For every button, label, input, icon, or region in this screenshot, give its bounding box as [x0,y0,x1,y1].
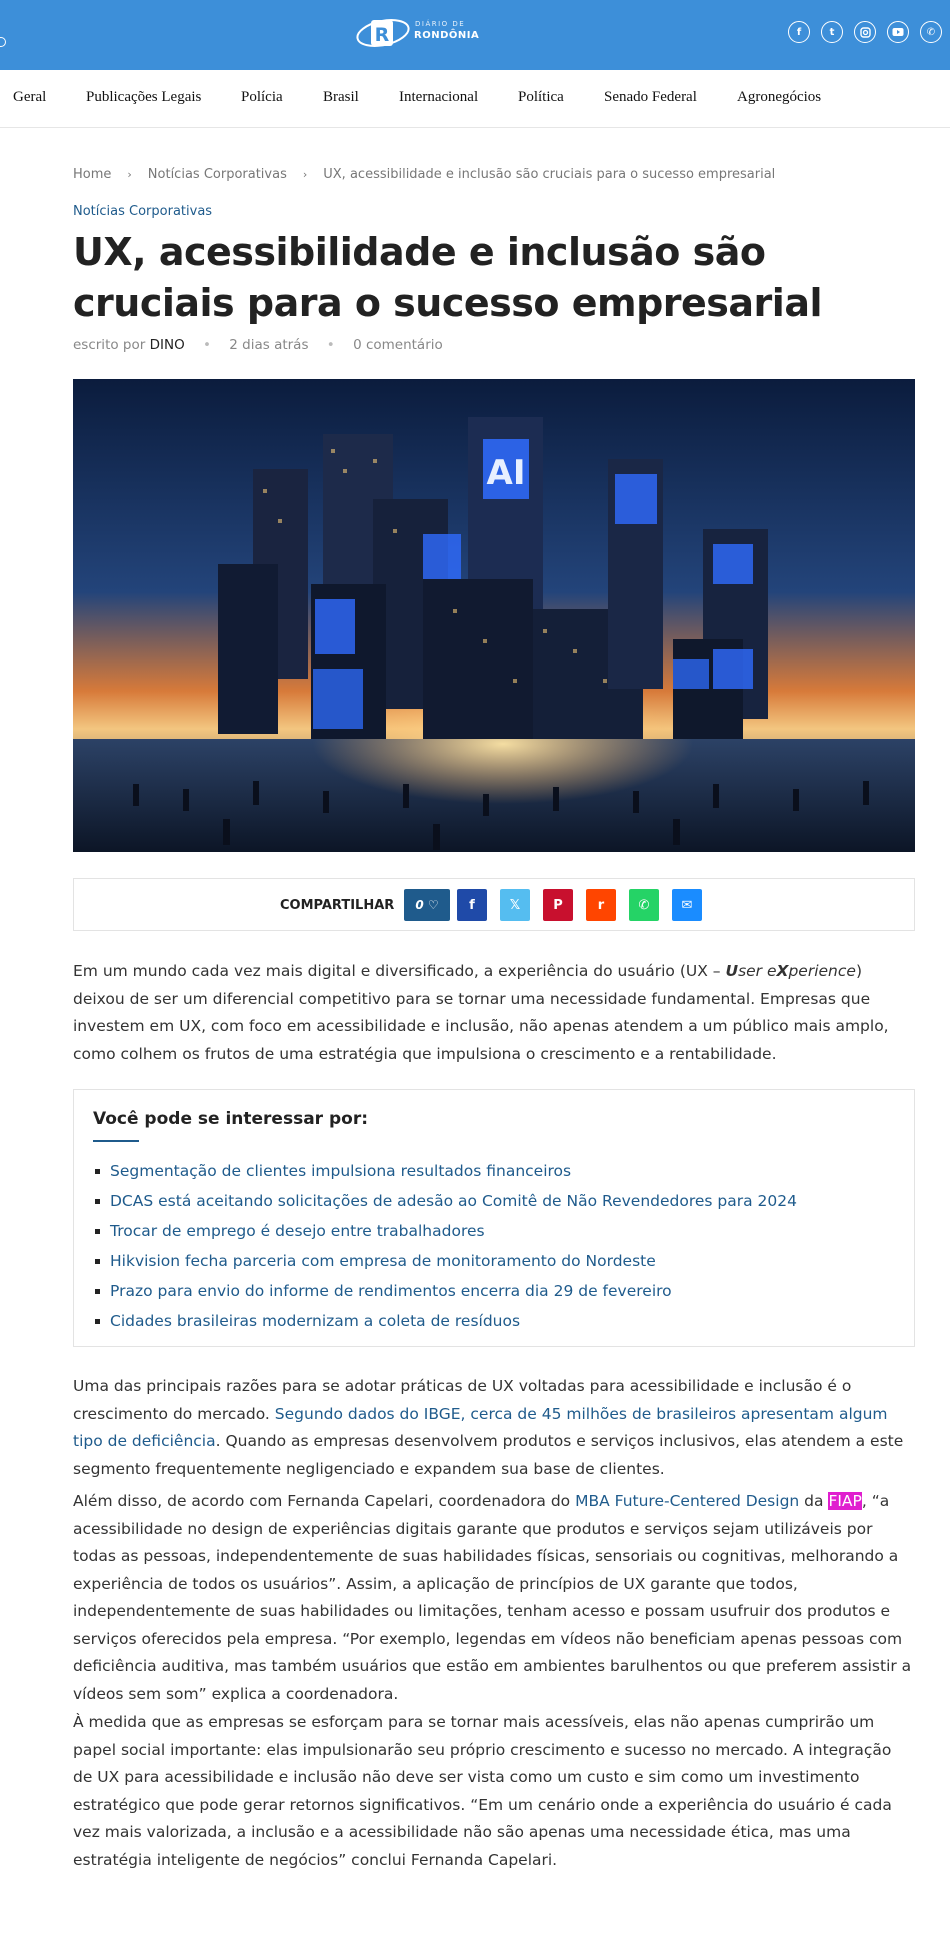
breadcrumb-current: UX, acessibilidade e inclusão são cruciais para o sucesso empresarial [323,167,776,182]
meta-separator: • [326,337,335,353]
breadcrumb [73,167,775,182]
related-link[interactable]: Segmentação de clientes impulsiona resultados financeiros [110,1162,572,1180]
email-share-button[interactable] [672,889,702,921]
nav-item-publicacoes-legais[interactable]: Publicações Legais [86,89,202,105]
fiap-highlight: FIAP [828,1492,862,1510]
x-share-button[interactable] [500,889,530,921]
reddit-icon: r [597,897,605,913]
article-paragraph-4: À medida que as empresas se esforçam para se tornar mais acessíveis, elas não apenas cumprirão um papel social importante: elas impulsionarão seu próprio crescimento e sucesso no mercado. A integração de UX para acessibilidade e inclusão não deve ser vista como um custo e sim como um investimento estratégico que pode gerar retornos significativos. “Em um cenário onde a experiência do usuário é cada vez mais valorizada, a inclusão e a acessibilidade não são apenas uma necessidade ética, mas uma estratégia inteligente de negócios” conclui Fernanda Capelari. [73,1713,892,1869]
heart-icon: ♡ [427,898,439,912]
nav-item-internacional[interactable]: Internacional [399,89,479,105]
mba-link[interactable]: MBA Future-Centered Design [575,1492,800,1510]
related-link[interactable]: Trocar de emprego é desejo entre trabalhadores [110,1222,485,1240]
twitter-icon[interactable]: t [821,21,843,43]
nav-item-brasil[interactable]: Brasil [323,89,359,105]
facebook-icon: f [469,897,475,913]
meta-separator: • [203,337,211,353]
related-link[interactable]: Prazo para envio do informe de rendimentos encerra dia 29 de fevereiro [110,1282,672,1300]
like-button[interactable] [404,889,450,921]
chevron-right-icon: › [127,168,132,181]
article-category-link[interactable]: Notícias Corporativas [73,204,213,219]
related-link[interactable]: DCAS está aceitando solicitações de adesão ao Comitê de Não Revendedores para 2024 [110,1192,797,1210]
related-articles-box [73,1089,915,1347]
instagram-icon[interactable] [854,21,876,43]
nav-item-agronegocios[interactable]: Agronegócios [737,89,822,105]
edge-circle-icon [0,37,6,47]
nav-item-policia[interactable]: Polícia [241,89,283,105]
related-list [93,1156,797,1336]
related-link[interactable]: Hikvision fecha parceria com empresa de monitoramento do Nordeste [110,1252,656,1270]
related-title: Você pode se interessar por: [93,1109,369,1129]
list-item [93,1186,797,1216]
hero-ai-label: AI [486,453,526,493]
list-item [93,1306,797,1336]
whatsapp-icon: ✆ [638,897,650,913]
facebook-share-button[interactable] [457,889,487,921]
whatsapp-icon[interactable]: ✆ [920,21,942,43]
whatsapp-share-button[interactable] [629,889,659,921]
ibge-link[interactable]: Segundo dados do IBGE, cerca de 45 milhões de brasileiros apresentam algum tipo de deficiência [73,1404,888,1450]
list-item [93,1216,797,1246]
nav-item-senado-federal[interactable]: Senado Federal [604,89,697,105]
hero-image [73,379,915,852]
publish-time: 2 dias atrás [229,337,309,353]
logo-emblem-icon [355,16,411,50]
breadcrumb-home[interactable]: Home [73,167,112,182]
share-label: COMPARTILHAR [280,898,395,913]
facebook-icon[interactable]: f [788,21,810,43]
chevron-right-icon: › [302,168,308,181]
email-icon: ✉ [681,897,693,913]
like-count: 0 [415,898,424,912]
article-paragraph-2: Uma das principais razões para se adotar práticas de UX voltadas para acessibilidade e inclusão é o crescimento do mercado. Segundo dados do IBGE, cerca de 45 milhões de brasileiros apresentam algum tipo de deficiência. Quando as empresas desenvolvem produtos e serviços inclusivos, elas atendem a este segmento frequentemente negligenciado e expandem sua base de clientes. [73,1377,904,1478]
logo-text-main: RONDÔNIA [414,30,480,41]
page-title: UX, acessibilidade e inclusão são cruciais para o sucesso empresarial [73,230,822,325]
site-logo[interactable] [355,14,485,54]
article-meta [73,337,443,353]
article-paragraph-1: Em um mundo cada vez mais digital e diversificado, a experiência do usuário (UX – User eXperience) deixou de ser um diferencial competitivo para se tornar uma necessidade fundamental. Empresas que investem em UX, com foco em acessibilidade e inclusão, não apenas atendem a um público mais amplo, como colhem os frutos de uma estratégia que impulsiona o crescimento e a rentabilidade. [73,962,889,1063]
pinterest-share-button[interactable] [543,889,573,921]
pinterest-icon: P [553,897,563,913]
breadcrumb-category[interactable]: Notícias Corporativas [147,167,287,182]
related-title-underline [93,1140,139,1142]
article-paragraph-3: Além disso, de acordo com Fernanda Capelari, coordenadora do MBA Future-Centered Design da FIAP, “a acessibilidade no design de experiências digitais garante que produtos e serviços sejam utilizáveis por todas as pessoas, independentemente de suas habilidades físicas, sensoriais ou cognitivas, melhorando a experiência de todos os usuários”. Assim, a aplicação de princípios de UX garante que todos, independentemente de suas habilidades ou limitações, tenham acesso e possam usufruir dos produtos e serviços oferecidos pela empresa. “Por exemplo, legendas em vídeos não beneficiam apenas pessoas com deficiência auditiva, mas também usuários que estão em ambientes barulhentos ou que preferem assistir a vídeos sem som” explica a coordenadora. [73,1492,912,1703]
list-item [93,1276,797,1306]
related-link[interactable]: Cidades brasileiras modernizam a coleta de resíduos [110,1312,521,1330]
list-item [93,1246,797,1276]
byline-prefix: escrito por [73,337,146,353]
x-icon: 𝕏 [509,897,521,913]
nav-item-politica[interactable]: Política [518,89,564,105]
svg-text:R: R [374,24,390,46]
comments-link[interactable]: 0 comentário [353,337,443,353]
author-link[interactable]: DINO [149,337,185,353]
logo-text-top: DIÁRIO DE [415,20,466,28]
reddit-share-button[interactable] [586,889,616,921]
main-nav [0,70,950,128]
share-bar [73,878,915,931]
youtube-icon[interactable] [887,21,909,43]
list-item [93,1156,797,1186]
nav-item-geral[interactable]: Geral [13,89,47,105]
social-links [788,21,942,43]
site-header [0,0,950,70]
